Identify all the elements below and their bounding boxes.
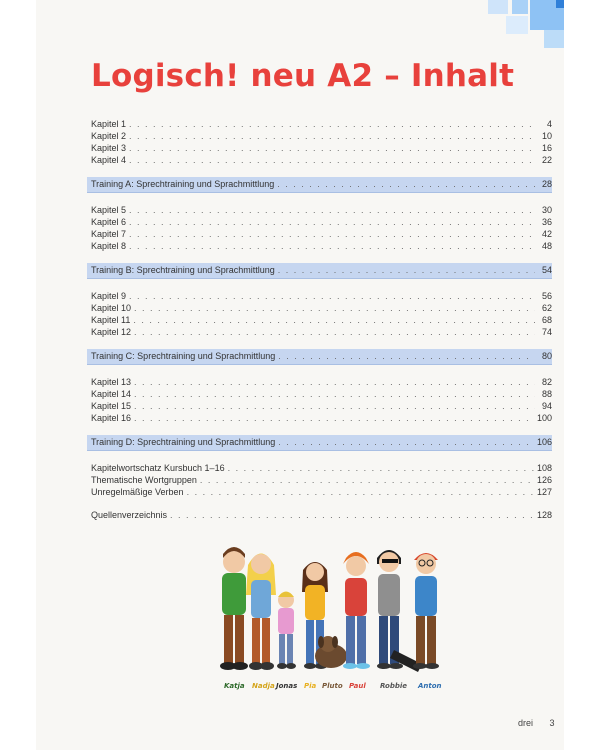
toc-leader-dots	[187, 486, 534, 498]
toc-entry-label: Kapitel 14	[91, 389, 132, 399]
toc-leader-dots	[134, 400, 535, 412]
toc-entry-page: 22	[541, 155, 552, 165]
toc-entry-page: 54	[541, 265, 552, 275]
toc-leader-dots	[129, 130, 535, 142]
toc-entry-label: Thematische Wortgruppen	[91, 475, 197, 485]
toc-leader-dots	[228, 462, 534, 474]
toc-row[interactable]	[91, 216, 552, 228]
character-paul	[343, 552, 370, 669]
toc-leader-dots	[134, 326, 535, 338]
toc-entry-page: 30	[541, 205, 552, 215]
character-name: Katja	[224, 682, 245, 690]
toc-spacer	[91, 451, 552, 462]
toc-row[interactable]	[91, 290, 552, 302]
toc-entry-label: Training A: Sprechtraining und Sprachmittlung	[91, 179, 275, 189]
toc-spacer	[91, 166, 552, 177]
toc-leader-dots	[134, 376, 535, 388]
toc-leader-dots	[278, 349, 535, 364]
toc-entry-page: 106	[536, 437, 552, 447]
toc-row[interactable]	[91, 154, 552, 166]
toc-entry-label: Kapitel 12	[91, 327, 132, 337]
toc-entry-label: Kapitel 7	[91, 229, 127, 239]
toc-leader-dots	[278, 435, 534, 450]
toc-row[interactable]	[91, 302, 552, 314]
toc-entry-page: 28	[541, 179, 552, 189]
toc-entry-page: 68	[541, 315, 552, 325]
toc-entry-page: 126	[536, 475, 552, 485]
toc-entry-page: 10	[541, 131, 552, 141]
toc-entry-page: 88	[541, 389, 552, 399]
character-name: Paul	[349, 682, 366, 690]
toc-entry-label: Kapitel 9	[91, 291, 127, 301]
toc-entry-page: 74	[541, 327, 552, 337]
toc-entry-label: Kapitelwortschatz Kursbuch 1–16	[91, 463, 225, 473]
toc-entry-label: Kapitel 5	[91, 205, 127, 215]
toc-entry-label: Kapitel 15	[91, 401, 132, 411]
toc-leader-dots	[133, 314, 535, 326]
toc-entry-page: 127	[536, 487, 552, 497]
toc-row[interactable]	[91, 509, 552, 521]
cartoon-characters-illustration	[206, 540, 466, 700]
toc-row[interactable]	[91, 412, 552, 424]
toc-entry-label: Kapitel 2	[91, 131, 127, 141]
toc-entry-label: Kapitel 8	[91, 241, 127, 251]
character-jonas	[277, 592, 296, 670]
toc-entry-label: Kapitel 10	[91, 303, 132, 313]
toc-spacer	[91, 424, 552, 435]
toc-spacer	[91, 365, 552, 376]
toc-training-row[interactable]	[87, 435, 552, 451]
toc-entry-label: Kapitel 16	[91, 413, 132, 423]
page-footer	[518, 718, 555, 728]
toc-leader-dots	[129, 290, 535, 302]
toc-entry-label: Kapitel 6	[91, 217, 127, 227]
toc-training-row[interactable]	[87, 349, 552, 365]
toc-leader-dots	[129, 154, 535, 166]
toc-entry-page: 48	[541, 241, 552, 251]
toc-entry-page: 108	[536, 463, 552, 473]
toc-leader-dots	[129, 204, 535, 216]
character-name: Robbie	[380, 682, 408, 690]
toc-entry-label: Training C: Sprechtraining und Sprachmittlung	[91, 351, 276, 361]
decorative-squares-icon	[444, 0, 564, 50]
document-page	[36, 0, 564, 750]
toc-leader-dots	[134, 388, 535, 400]
toc-spacer	[91, 193, 552, 204]
toc-entry-page: 82	[541, 377, 552, 387]
toc-entry-page: 62	[541, 303, 552, 313]
toc-training-row[interactable]	[87, 177, 552, 193]
page-word: drei	[518, 718, 534, 728]
toc-row[interactable]	[91, 314, 552, 326]
toc-leader-dots	[134, 302, 535, 314]
toc-entry-page: 42	[541, 229, 552, 239]
character-name: Pluto	[322, 682, 343, 690]
toc-leader-dots	[129, 118, 535, 130]
toc-leader-dots	[129, 240, 535, 252]
page-number: 3	[549, 718, 555, 728]
toc-row[interactable]	[91, 130, 552, 142]
toc-entry-label: Unregelmäßige Verben	[91, 487, 184, 497]
toc-row[interactable]	[91, 228, 552, 240]
toc-row[interactable]	[91, 204, 552, 216]
toc-leader-dots	[134, 412, 534, 424]
toc-spacer	[91, 498, 552, 509]
toc-leader-dots	[278, 263, 535, 278]
character-name: Jonas	[276, 682, 298, 690]
toc-entry-page: 128	[536, 510, 552, 520]
toc-leader-dots	[277, 177, 535, 192]
toc-leader-dots	[129, 228, 535, 240]
toc-row[interactable]	[91, 462, 552, 474]
toc-row[interactable]	[91, 326, 552, 338]
character-name: Nadja	[252, 682, 275, 690]
toc-leader-dots	[129, 142, 535, 154]
toc-entry-label: Training B: Sprechtraining und Sprachmittlung	[91, 265, 275, 275]
toc-training-row[interactable]	[87, 263, 552, 279]
toc-entry-page: 4	[546, 119, 552, 129]
table-of-contents	[91, 118, 552, 521]
toc-entry-page: 16	[541, 143, 552, 153]
toc-row[interactable]	[91, 486, 552, 498]
toc-row[interactable]	[91, 400, 552, 412]
page-title: Logisch! neu A2 – Inhalt	[91, 58, 515, 94]
toc-entry-label: Kapitel 3	[91, 143, 127, 153]
toc-leader-dots	[200, 474, 534, 486]
toc-row[interactable]	[91, 142, 552, 154]
toc-spacer	[91, 252, 552, 263]
toc-entry-label: Kapitel 13	[91, 377, 132, 387]
character-nadja	[246, 554, 276, 671]
toc-entry-page: 100	[536, 413, 552, 423]
character-name: Pia	[304, 682, 317, 690]
character-name: Anton	[418, 682, 442, 690]
toc-entry-label: Quellenverzeichnis	[91, 510, 168, 520]
toc-entry-label: Kapitel 1	[91, 119, 127, 129]
toc-row[interactable]	[91, 474, 552, 486]
toc-entry-page: 56	[541, 291, 552, 301]
toc-entry-page: 80	[541, 351, 552, 361]
character-pluto	[315, 636, 347, 668]
toc-row[interactable]	[91, 118, 552, 130]
toc-entry-page: 36	[541, 217, 552, 227]
toc-entry-label: Kapitel 4	[91, 155, 127, 165]
toc-entry-label: Training D: Sprechtraining und Sprachmittlung	[91, 437, 276, 447]
toc-row[interactable]	[91, 388, 552, 400]
character-katja	[220, 547, 248, 670]
toc-spacer	[91, 279, 552, 290]
toc-entry-page: 94	[541, 401, 552, 411]
toc-entry-label: Kapitel 11	[91, 315, 131, 325]
character-anton	[413, 553, 439, 669]
toc-spacer	[91, 338, 552, 349]
toc-row[interactable]	[91, 240, 552, 252]
toc-leader-dots	[129, 216, 535, 228]
toc-row[interactable]	[91, 376, 552, 388]
toc-leader-dots	[170, 509, 534, 521]
